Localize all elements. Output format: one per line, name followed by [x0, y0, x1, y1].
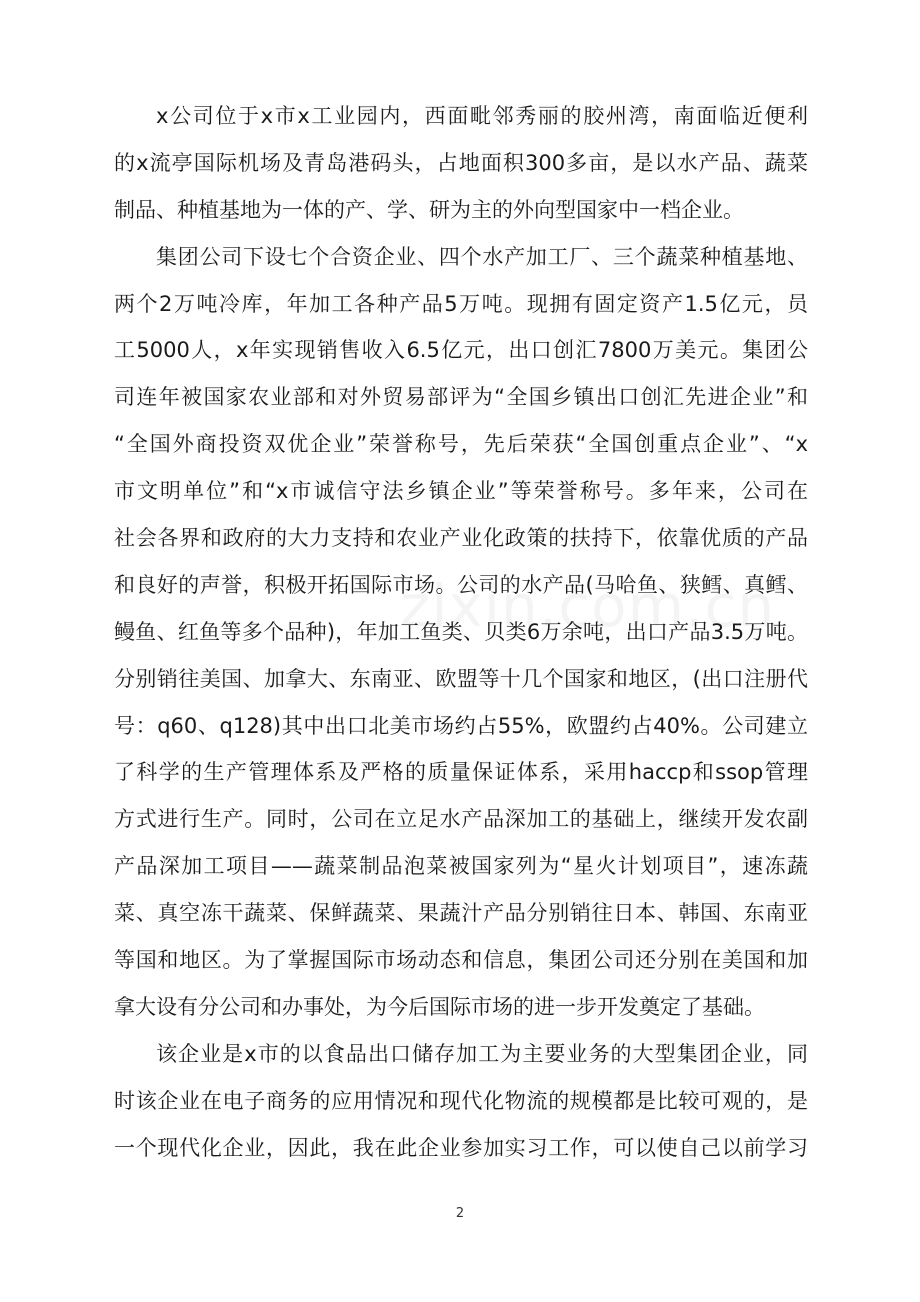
paragraph — [114, 93, 808, 234]
text-line: 方式进行生产。同时，公司在立足水产品深加工的基础上，继续开发农副 — [114, 807, 808, 832]
text-line: 两个2万吨冷库，年加工各种产品5万吨。现拥有固定资产1.5亿元，员 — [114, 291, 808, 316]
text-line: 市文明单位”和“x市诚信守法乡镇企业”等荣誉称号。多年来，公司在 — [114, 479, 808, 504]
text-line: 社会各界和政府的大力支持和农业产业化政策的扶持下，依靠优质的产品 — [114, 526, 808, 551]
text-line: 司连年被国家农业部和对外贸易部评为“全国乡镇出口创汇先进企业”和 — [114, 385, 808, 410]
text-line: 拿大设有分公司和办事处，为今后国际市场的进一步开发奠定了基础。 — [114, 994, 765, 1019]
document-body — [114, 93, 808, 1171]
text-line: 制品、种植基地为一体的产、学、研为主的外向型国家中一档企业。 — [114, 197, 744, 222]
text-line: 了科学的生产管理体系及严格的质量保证体系，采用haccp和ssop管理 — [114, 760, 808, 785]
text-line: 产品深加工项目——蔬菜制品泡菜被国家列为“星火计划项目”，速冻蔬 — [114, 854, 808, 879]
text-line: 号：q60、q128)其中出口北美市场约占55%，欧盟约占40%。公司建立 — [114, 713, 808, 738]
text-line: 等国和地区。为了掌握国际市场动态和信息，集团公司还分别在美国和加 — [114, 948, 808, 973]
text-line: x公司位于x市x工业园内，西面毗邻秀丽的胶州湾，南面临近便利 — [156, 104, 808, 128]
text-line: 鳗鱼、红鱼等多个品种)，年加工鱼类、贝类6万余吨，出口产品3.5万吨。 — [114, 619, 808, 644]
paragraph — [114, 234, 808, 1031]
text-line: 一个现代化企业，因此，我在此企业参加实习工作，可以使自己以前学习 — [114, 1135, 808, 1160]
text-line: 工5000人，x年实现销售收入6.5亿元，出口创汇7800万美元。集团公 — [114, 338, 808, 363]
page-number: 2 — [455, 1206, 465, 1221]
text-line: 时该企业在电子商务的应用情况和现代化物流的规模都是比较可观的，是 — [114, 1088, 808, 1113]
text-line: 该企业是x市的以食品出口储存加工为主要业务的大型集团企业，同 — [156, 1041, 808, 1066]
text-line: 分别销往美国、加拿大、东南亚、欧盟等十几个国家和地区，(出口注册代 — [114, 666, 808, 691]
text-line: 菜、真空冻干蔬菜、保鲜蔬菜、果蔬汁产品分别销往日本、韩国、东南亚 — [114, 901, 808, 926]
text-line: 的x流亭国际机场及青岛港码头，占地面积300多亩，是以水产品、蔬菜 — [114, 150, 808, 175]
text-line: 和良好的声誉，积极开拓国际市场。公司的水产品(马哈鱼、狭鳕、真鳕、 — [114, 572, 808, 597]
text-line: 集团公司下设七个合资企业、四个水产加工厂、三个蔬菜种植基地、 — [156, 244, 808, 269]
text-line: “全国外商投资双优企业”荣誉称号，先后荣获“全国创重点企业”、“x — [114, 432, 808, 457]
paragraph — [114, 1031, 808, 1172]
